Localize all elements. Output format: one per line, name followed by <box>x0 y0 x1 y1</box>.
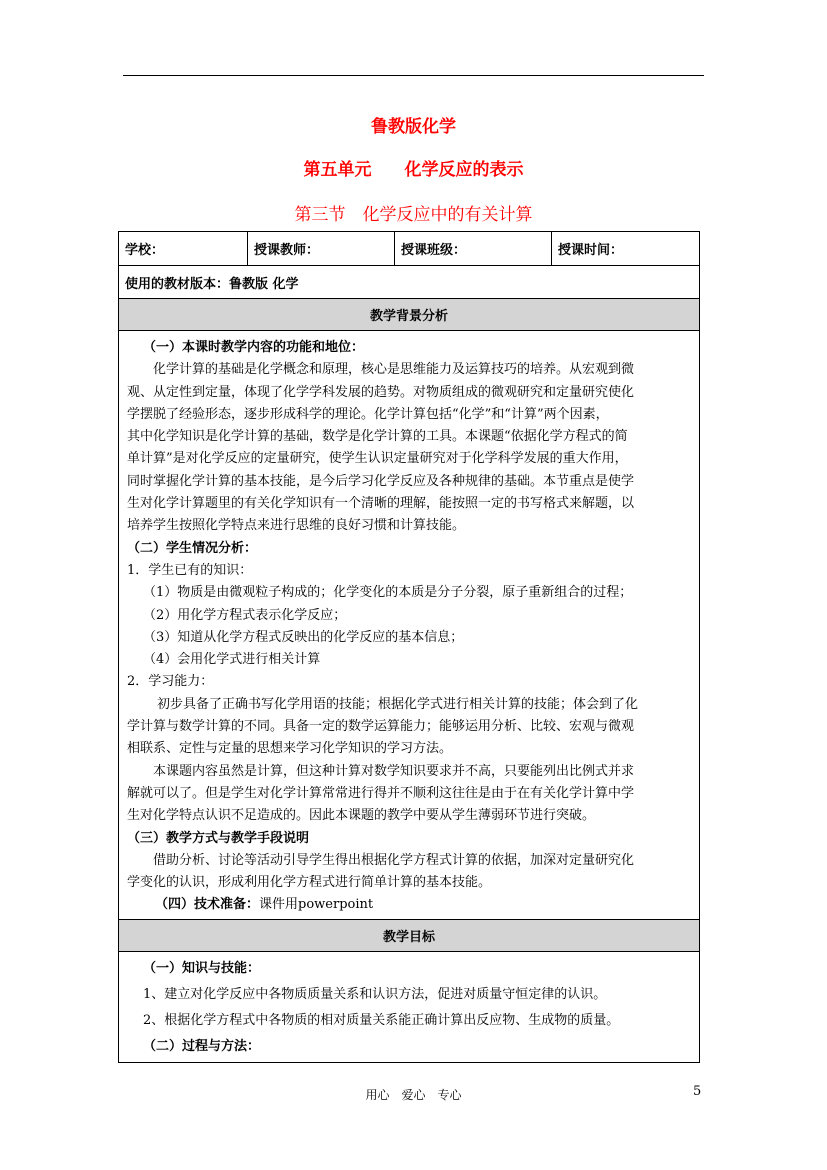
subheading: （四）技术准备： <box>155 897 260 913</box>
tech-prep-value: 课件用powerpoint <box>259 897 374 913</box>
goals-heading: 教学目标 <box>119 920 699 952</box>
paragraph-line: 生对化学计算题里的有关化学知识有一个清晰的理解，能按照一定的书写格式来解题，以 <box>127 496 635 512</box>
background-body <box>119 331 699 920</box>
unit-title: 第五单元 化学反应的表示 <box>303 160 524 180</box>
subheading: （一）本课时教学内容的功能和地位： <box>143 340 365 355</box>
subheading: （三）教学方式与教学手段说明 <box>127 830 310 846</box>
section-title: 第三节 化学反应中的有关计算 <box>294 205 533 225</box>
subheading: （一）知识与技能： <box>143 960 261 976</box>
paragraph-line: 同时掌握化学计算的基本技能，是今后学习化学反应及各种规律的基础。本节重点是使学 <box>127 473 635 489</box>
page-number: 5 <box>693 1084 702 1099</box>
paragraph-line: 化学计算的基础是化学概念和原理，核心是思维能力及运算技巧的培养。从宏观到微 <box>153 362 635 378</box>
paragraph-line: 学计算与数学计算的不同。具备一定的数学运算能力；能够运用分析、比较、宏观与微观 <box>127 719 635 735</box>
time-cell: 授课时间： <box>558 243 624 258</box>
goal-item: 1、建立对化学反应中各物质质量关系和认识方法，促进对质量守恒定律的认识。 <box>143 986 607 1002</box>
paragraph-line: 借助分析、讨论等活动引导学生得出根据化学方程式计算的依据，加深对定量研究化 <box>153 852 635 868</box>
paragraph-line: 培养学生按照化学特点来进行思维的良好习惯和计算技能。 <box>127 518 466 534</box>
teacher-cell: 授课教师： <box>248 232 395 265</box>
list-item: （2）用化学方程式表示化学反应； <box>143 607 347 623</box>
textbook-row: 使用的教材版本：鲁教版 化学 <box>119 266 699 299</box>
doc-title: 鲁教版化学 <box>371 117 456 137</box>
paragraph-line: 生对化学特点认识不足造成的。因此本课题的教学中要从学生薄弱环节进行突破。 <box>127 808 596 824</box>
list-item: （1）物质是由微观粒子构成的；化学变化的本质是分子分裂，原子重新组合的过程； <box>143 585 633 601</box>
paragraph-line: 相联系、定性与定量的思想来学习化学知识的学习方法。 <box>127 741 453 757</box>
list-heading: 2．学习能力： <box>127 674 214 690</box>
background-heading: 教学背景分析 <box>119 299 699 331</box>
paragraph-line: 解就可以了。但是学生对化学计算常常进行得并不顺利这往往是由于在有关化学计算中学 <box>127 785 635 801</box>
school-cell: 学校： <box>119 232 248 265</box>
list-item: （4）会用化学式进行相关计算 <box>143 652 321 668</box>
paragraph-line: 其中化学知识是化学计算的基础，数学是化学计算的工具。本课题“依据化学方程式的简 <box>127 429 628 445</box>
paragraph-line: 单计算”是对化学反应的定量研究，使学生认识定量研究对于化学科学发展的重大作用， <box>127 451 628 467</box>
paragraph-line: 学变化的认识，形成利用化学方程式进行简单计算的基本技能。 <box>127 875 492 891</box>
paragraph-line: 观、从定性到定量，体现了化学学科发展的趋势。对物质组成的微观研究和定量研究使化 <box>127 384 635 400</box>
goal-item: 2、根据化学方程式中各物质的相对质量关系能正确计算出反应物、生成物的质量。 <box>143 1012 620 1028</box>
info-row <box>119 232 699 266</box>
list-item: （3）知道从化学方程式反映出的化学反应的基本信息； <box>143 629 464 645</box>
goals-body <box>119 952 699 1062</box>
subheading: （二）学生情况分析： <box>127 540 258 556</box>
header-rule <box>123 75 704 76</box>
lesson-plan-table <box>118 231 700 1063</box>
paragraph-line: 学摆脱了经验形态，逐步形成科学的理论。化学计算包括“化学”和“计算”两个因素， <box>127 406 609 422</box>
subheading: （二）过程与方法： <box>143 1038 261 1054</box>
tech-prep-line <box>127 894 691 916</box>
paragraph-line: 本课题内容虽然是计算，但这种计算对数学知识要求并不高，只要能列出比例式并求 <box>153 763 635 779</box>
class-cell: 授课班级： <box>395 232 552 265</box>
paragraph-line: 初步具备了正确书写化学用语的技能；根据化学式进行相关计算的技能；体会到了化 <box>157 696 639 712</box>
page-footer: 用心 爱心 专心 <box>365 1088 462 1102</box>
list-heading: 1．学生已有的知识： <box>127 562 253 578</box>
